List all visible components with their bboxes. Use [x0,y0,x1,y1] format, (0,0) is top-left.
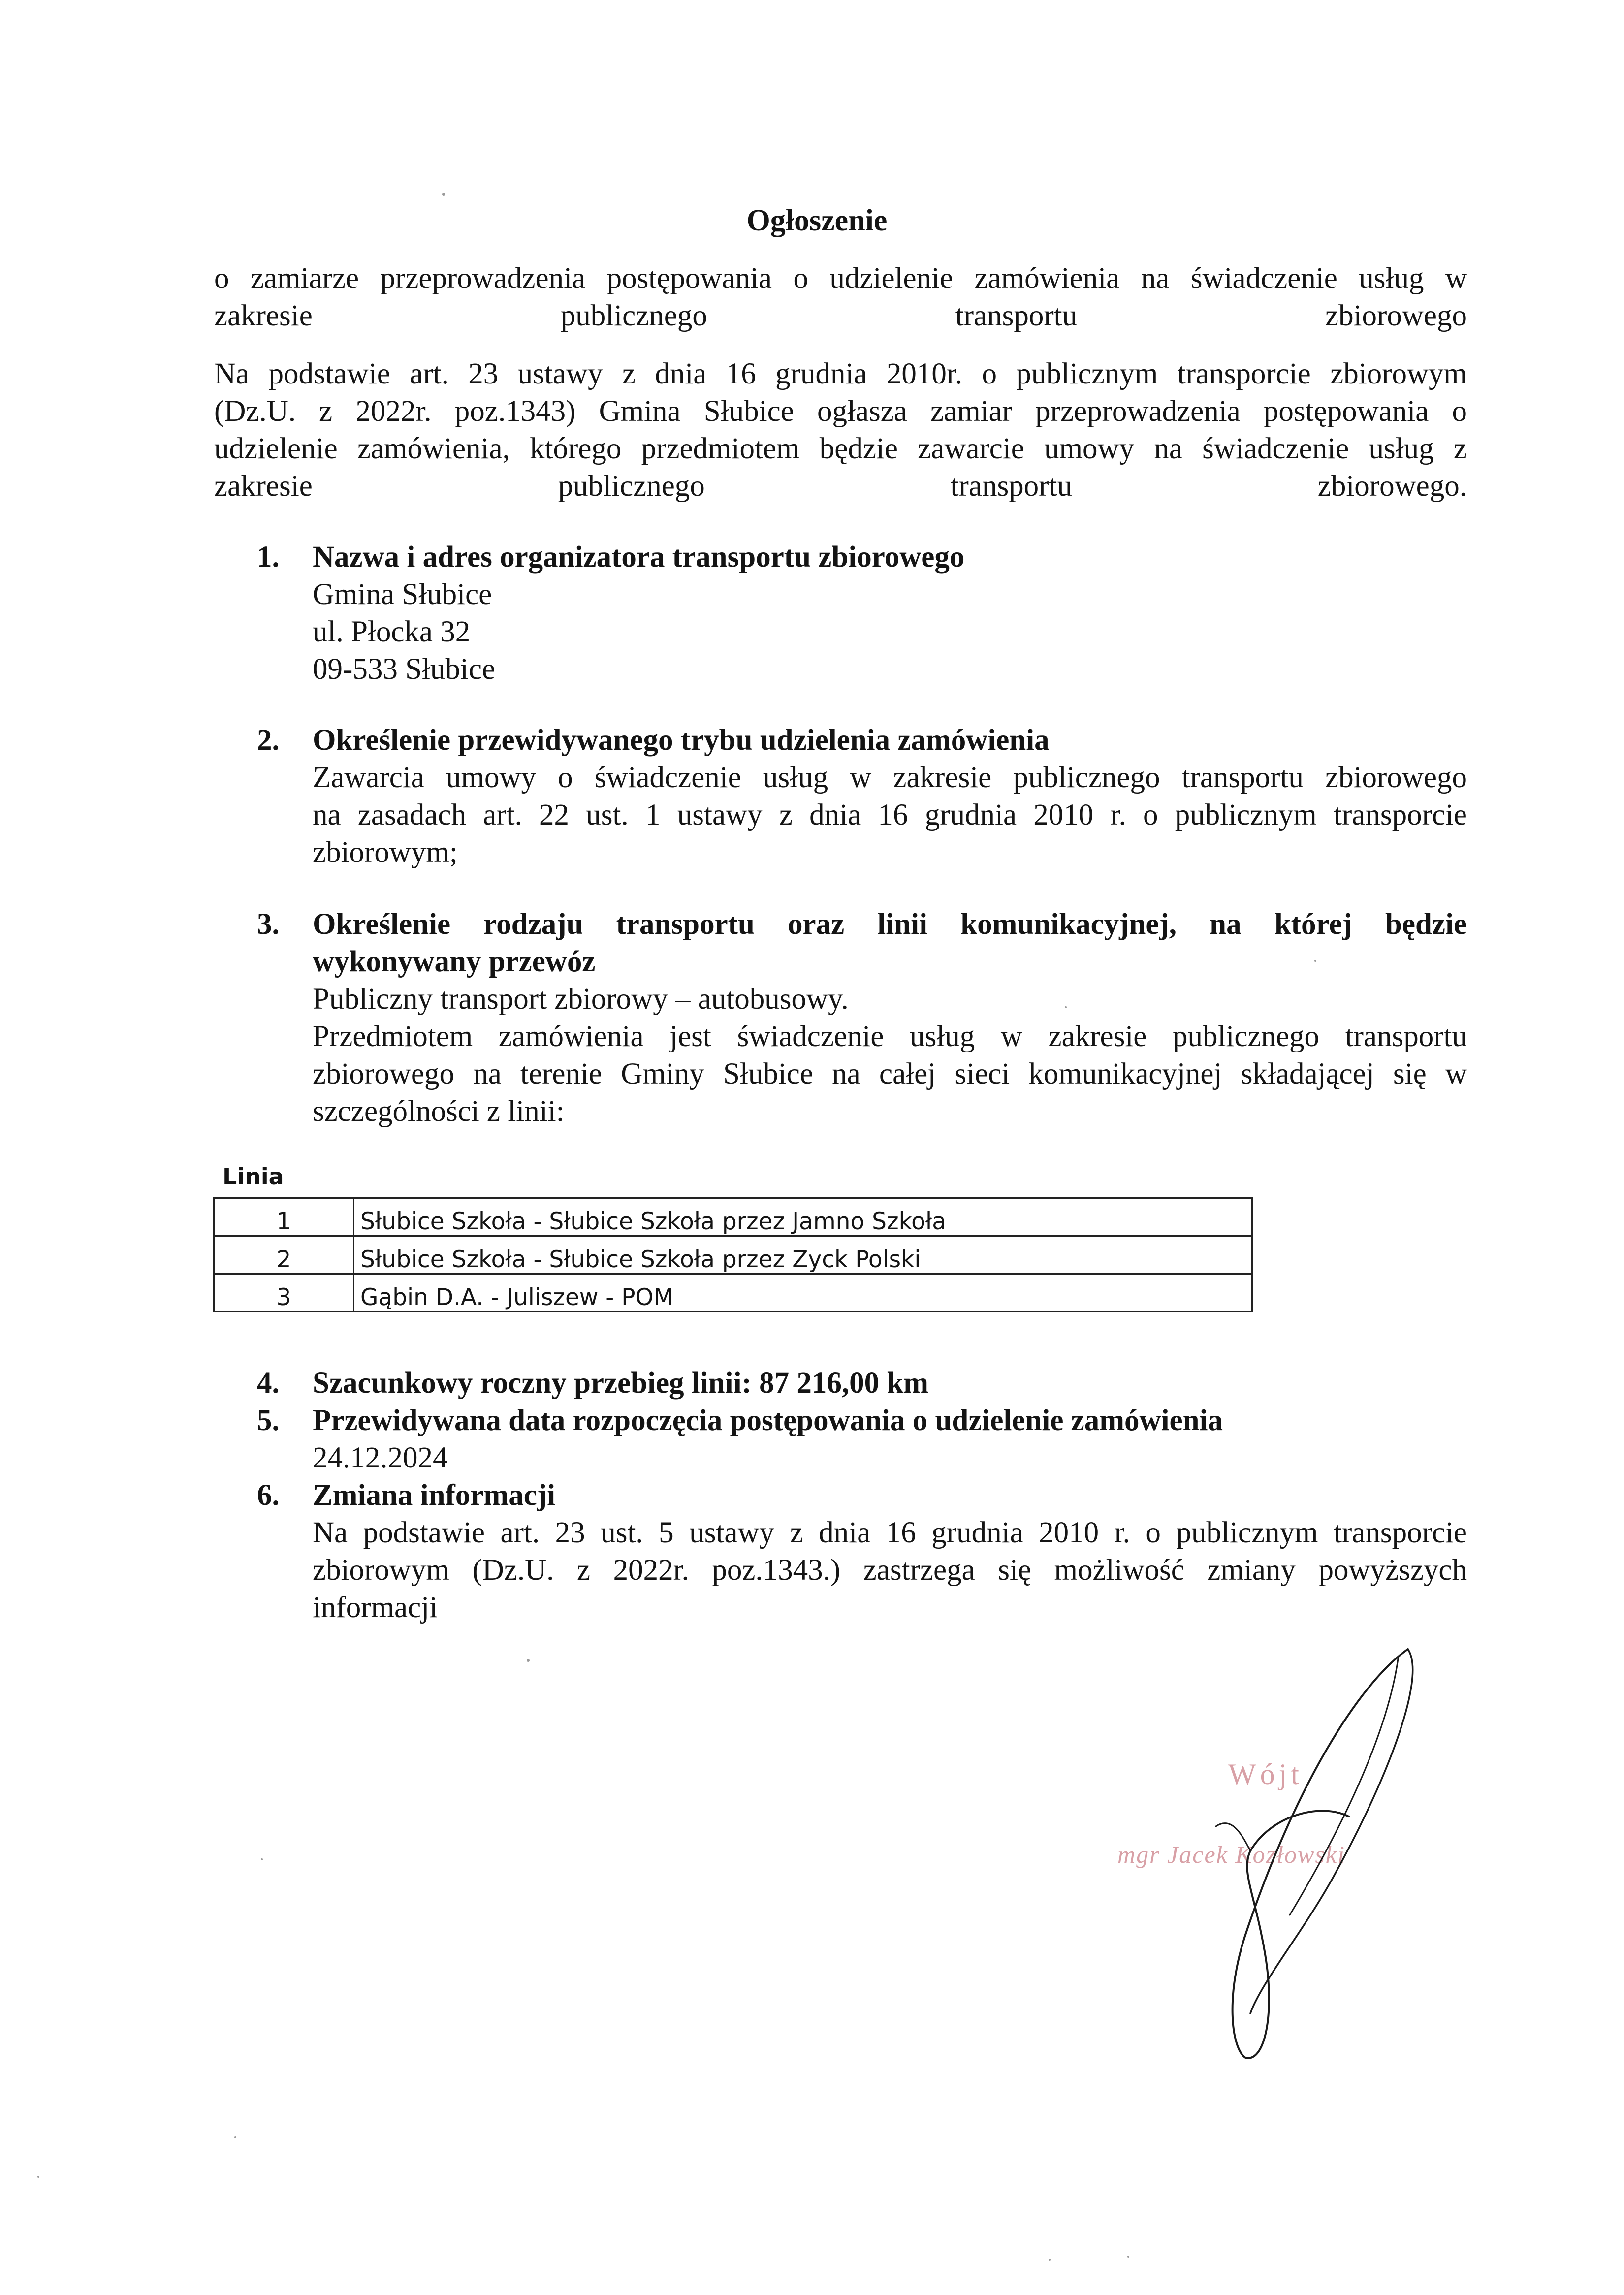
stamp-name: mgr Jacek Kozłowski [1117,1841,1345,1868]
subtitle-line: zakresie publicznego transportu zbiorowego [214,299,1467,332]
signature-stroke [1216,1823,1250,1851]
scan-speck [1314,960,1316,962]
section-number: 1. [257,541,280,574]
document-subtitle [214,260,1467,335]
intro-line: udzielenie zamówienia, którego przedmiotem będzie zawarcie umowy na świadczenie usług z [214,432,1467,465]
section-body [313,576,1467,688]
intro-line: Na podstawie art. 23 ustawy z dnia 16 grudnia 2010r. o publicznym transporcie zbiorowym [214,357,1467,390]
body-line: Gmina Słubice [313,578,492,611]
section-number: 5. [257,1404,280,1437]
body-line: 24.12.2024 [313,1441,448,1474]
section-body [313,759,1467,871]
body-line: zbiorowego na terenie Gminy Słubice na całej sieci komunikacyjnej składającej się w [313,1057,1467,1090]
body-line: zbiorowym; [313,836,458,869]
document-title: Ogłoszenie [746,204,888,237]
heading-line: Szacunkowy roczny przebieg linii: 87 216,00 km [313,1367,929,1400]
scan-speck [234,2136,236,2138]
section-number: 6. [257,1479,280,1512]
line-route-cell: Gąbin D.A. - Juliszew - POM [354,1274,1252,1312]
scan-speck [527,1659,530,1662]
intro-paragraph [214,355,1467,505]
section-body [313,981,1467,1130]
lines-table [213,1197,1253,1312]
section-heading [313,906,1467,981]
intro-line: (Dz.U. z 2022r. poz.1343) Gmina Słubice ogłasza zamiar przeprowadzenia postępowania o [214,395,1467,428]
scan-speck [37,2176,39,2178]
section-3 [257,906,1467,1130]
line-number-cell: 1 [214,1198,354,1236]
intro-line: zakresie publicznego transportu zbiorowego. [214,470,1467,503]
subtitle-line: o zamiarze przeprowadzenia postępowania o udzielenie zamówienia na świadczenie usług w [214,262,1467,295]
section-number: 3. [257,908,280,941]
body-line: 09-533 Słubice [313,653,496,686]
heading-line: wykonywany przewóz [313,945,596,978]
body-line: na zasadach art. 22 ust. 1 ustawy z dnia 16 grudnia 2010 r. o publicznym transporcie [313,798,1467,831]
lines-table-label: Linia [223,1163,284,1190]
section-heading [313,1365,1467,1402]
heading-line: Nazwa i adres organizatora transportu zbiorowego [313,541,965,574]
section-heading [313,722,1467,759]
line-route-cell: Słubice Szkoła - Słubice Szkoła przez Zyck Polski [354,1236,1252,1274]
body-line: szczególności z linii: [313,1095,565,1128]
heading-line: Określenie rodzaju transportu oraz linii komunikacyjnej, na której będzie [313,908,1467,941]
scan-speck [1065,1006,1067,1008]
table-row [214,1236,1252,1274]
heading-line: Zmiana informacji [313,1479,556,1512]
scan-speck [261,1858,263,1860]
section-4 [257,1365,1467,1402]
heading-line: Określenie przewidywanego trybu udzielenia zamówienia [313,724,1050,757]
body-line: Na podstawie art. 23 ust. 5 ustawy z dnia 16 grudnia 2010 r. o publicznym transporcie [313,1516,1467,1549]
section-number: 4. [257,1367,280,1400]
body-line: Publiczny transport zbiorowy – autobusowy. [313,983,849,1016]
body-line: Zawarcia umowy o świadczenie usług w zakresie publicznego transportu zbiorowego [313,761,1467,794]
section-body [313,1514,1467,1626]
body-line: zbiorowym (Dz.U. z 2022r. poz.1343.) zastrzega się możliwość zmiany powyższych [313,1554,1467,1587]
scan-speck [1127,2256,1129,2258]
table-row [214,1198,1252,1236]
section-heading [313,1402,1467,1439]
section-1 [257,539,1467,688]
section-body [313,1439,1467,1477]
body-line: Przedmiotem zamówienia jest świadczenie usług w zakresie publicznego transportu [313,1020,1467,1053]
line-number-cell: 3 [214,1274,354,1312]
handwritten-signature [1172,1639,1447,2063]
line-number-cell: 2 [214,1236,354,1274]
scan-speck [1049,2259,1051,2261]
line-route-cell: Słubice Szkoła - Słubice Szkoła przez Jamno Szkoła [354,1198,1252,1236]
stamp-title: Wójt [1228,1758,1303,1790]
section-5 [257,1402,1467,1477]
section-heading [313,1477,1467,1514]
section-number: 2. [257,724,280,757]
body-line: ul. Płocka 32 [313,615,471,648]
section-2 [257,722,1467,871]
body-line: informacji [313,1591,438,1624]
section-heading [313,539,1467,576]
section-6 [257,1477,1467,1626]
scan-speck [442,193,445,196]
table-row [214,1274,1252,1312]
heading-line: Przewidywana data rozpoczęcia postępowania o udzielenie zamówienia [313,1404,1223,1437]
